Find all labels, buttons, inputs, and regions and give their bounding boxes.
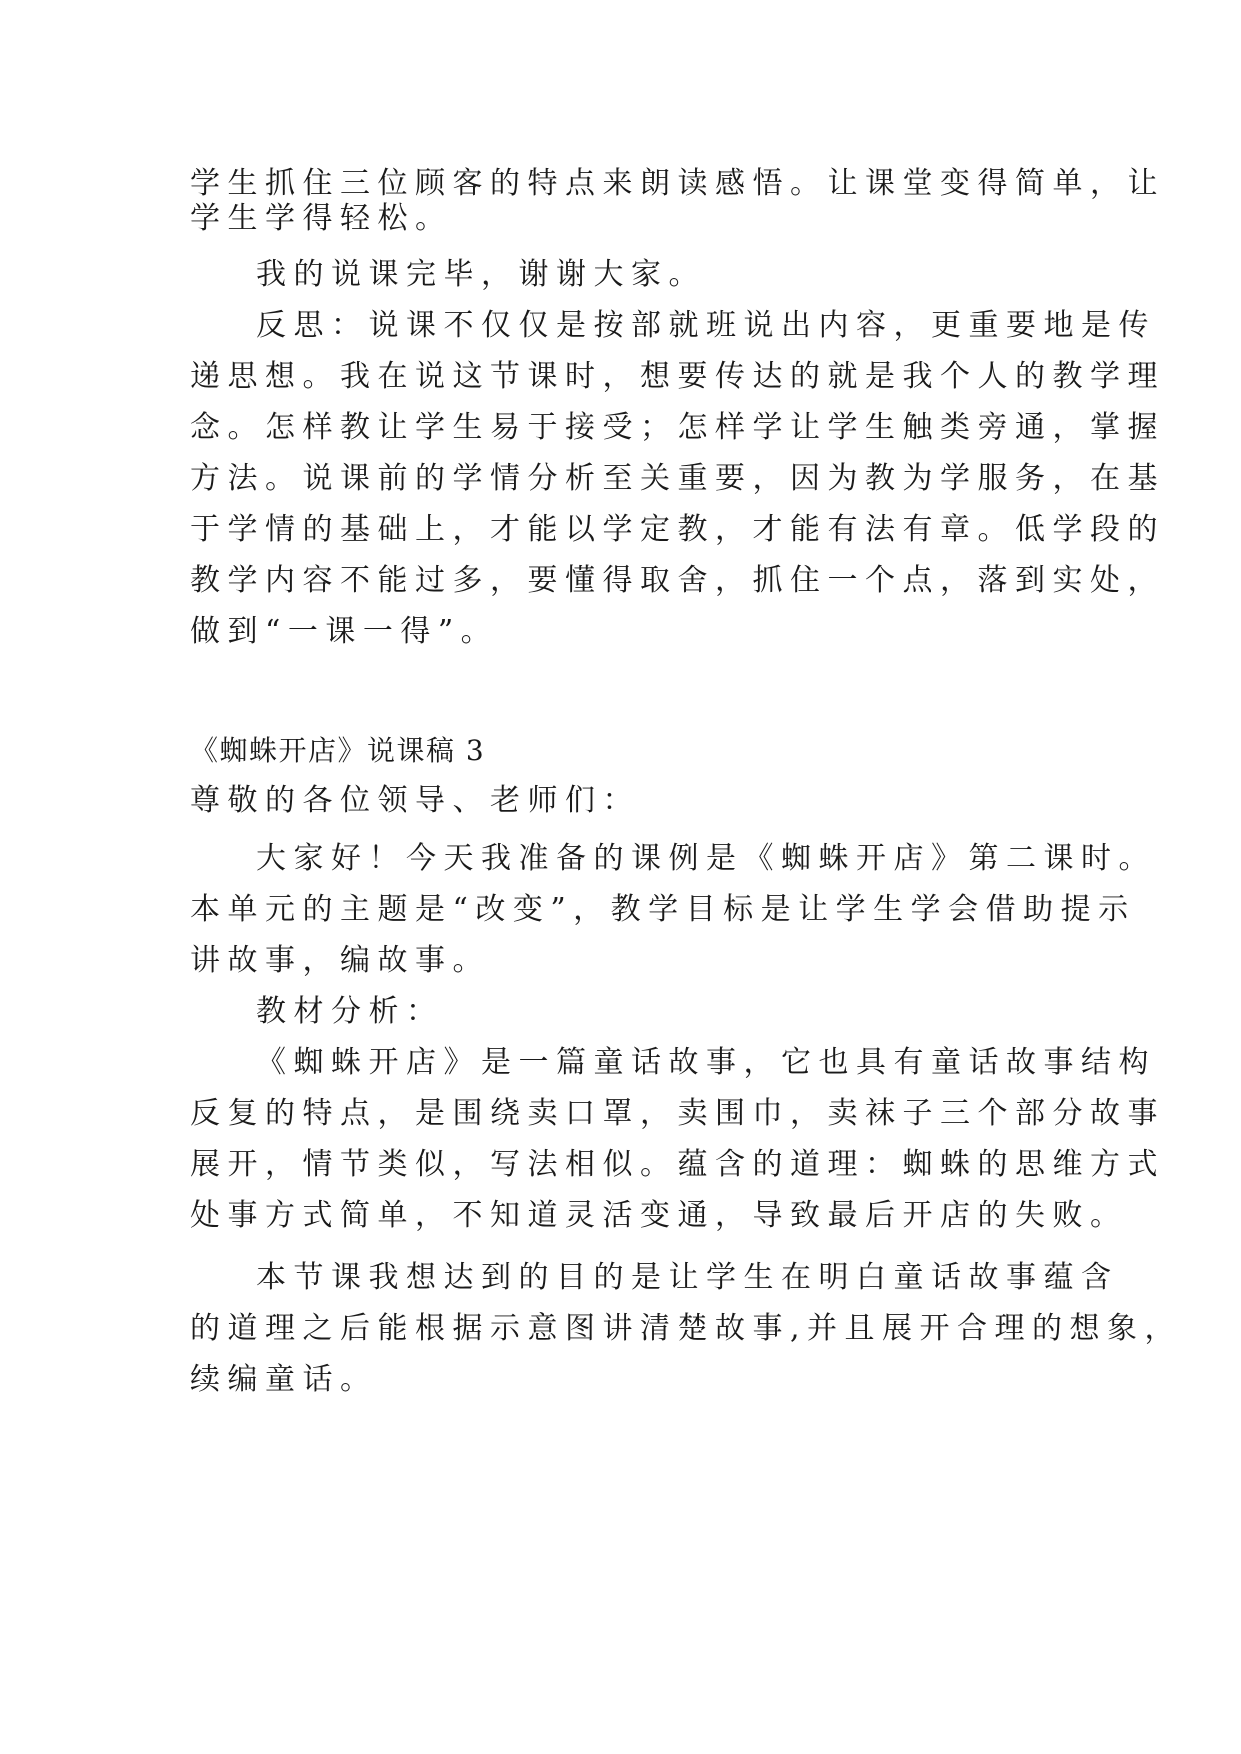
paragraph-line: 方法。说课前的学情分析至关重要，因为教为学服务，在基 bbox=[190, 461, 1165, 496]
paragraph-line: 的道理之后能根据示意图讲清楚故事,并且展开合理的想象， bbox=[190, 1311, 1183, 1346]
paragraph-line: 学生抓住三位顾客的特点来朗读感悟。让课堂变得简单，让 bbox=[190, 166, 1165, 201]
section-title: 《蜘蛛开店》说课稿 3 bbox=[190, 734, 486, 767]
paragraph-line: 于学情的基础上，才能以学定教，才能有法有章。低学段的 bbox=[190, 512, 1165, 547]
paragraph-line: 展开，情节类似，写法相似。蕴含的道理：蜘蛛的思维方式 bbox=[190, 1147, 1165, 1182]
paragraph-line: 续编童话。 bbox=[190, 1362, 378, 1397]
paragraph-line: 大家好！今天我准备的课例是《蜘蛛开店》第二课时。 bbox=[256, 841, 1156, 876]
paragraph-line: 教学内容不能过多，要懂得取舍，抓住一个点，落到实处， bbox=[190, 563, 1165, 598]
paragraph-line: 本单元的主题是“改变”，教学目标是让学生学会借助提示 bbox=[190, 892, 1136, 927]
paragraph-line: 反复的特点，是围绕卖口罩，卖围巾，卖袜子三个部分故事 bbox=[190, 1096, 1165, 1131]
paragraph-line: 讲故事，编故事。 bbox=[190, 943, 490, 978]
paragraph-line: 反思：说课不仅仅是按部就班说出内容，更重要地是传 bbox=[256, 308, 1156, 343]
paragraph-line: 做到“一课一得”。 bbox=[190, 614, 499, 649]
paragraph-line: 递思想。我在说这节课时，想要传达的就是我个人的教学理 bbox=[190, 359, 1165, 394]
subheading: 教材分析： bbox=[256, 994, 444, 1029]
paragraph-line: 《蜘蛛开店》是一篇童话故事，它也具有童话故事结构 bbox=[256, 1045, 1156, 1080]
paragraph-line: 念。怎样教让学生易于接受；怎样学让学生触类旁通，掌握 bbox=[190, 410, 1165, 445]
paragraph-line: 本节课我想达到的目的是让学生在明白童话故事蕴含 bbox=[256, 1260, 1119, 1295]
paragraph-line: 我的说课完毕，谢谢大家。 bbox=[256, 257, 706, 292]
paragraph-line: 学生学得轻松。 bbox=[190, 201, 453, 236]
salutation: 尊敬的各位领导、老师们： bbox=[190, 783, 640, 818]
paragraph-line: 处事方式简单，不知道灵活变通，导致最后开店的失败。 bbox=[190, 1198, 1128, 1233]
